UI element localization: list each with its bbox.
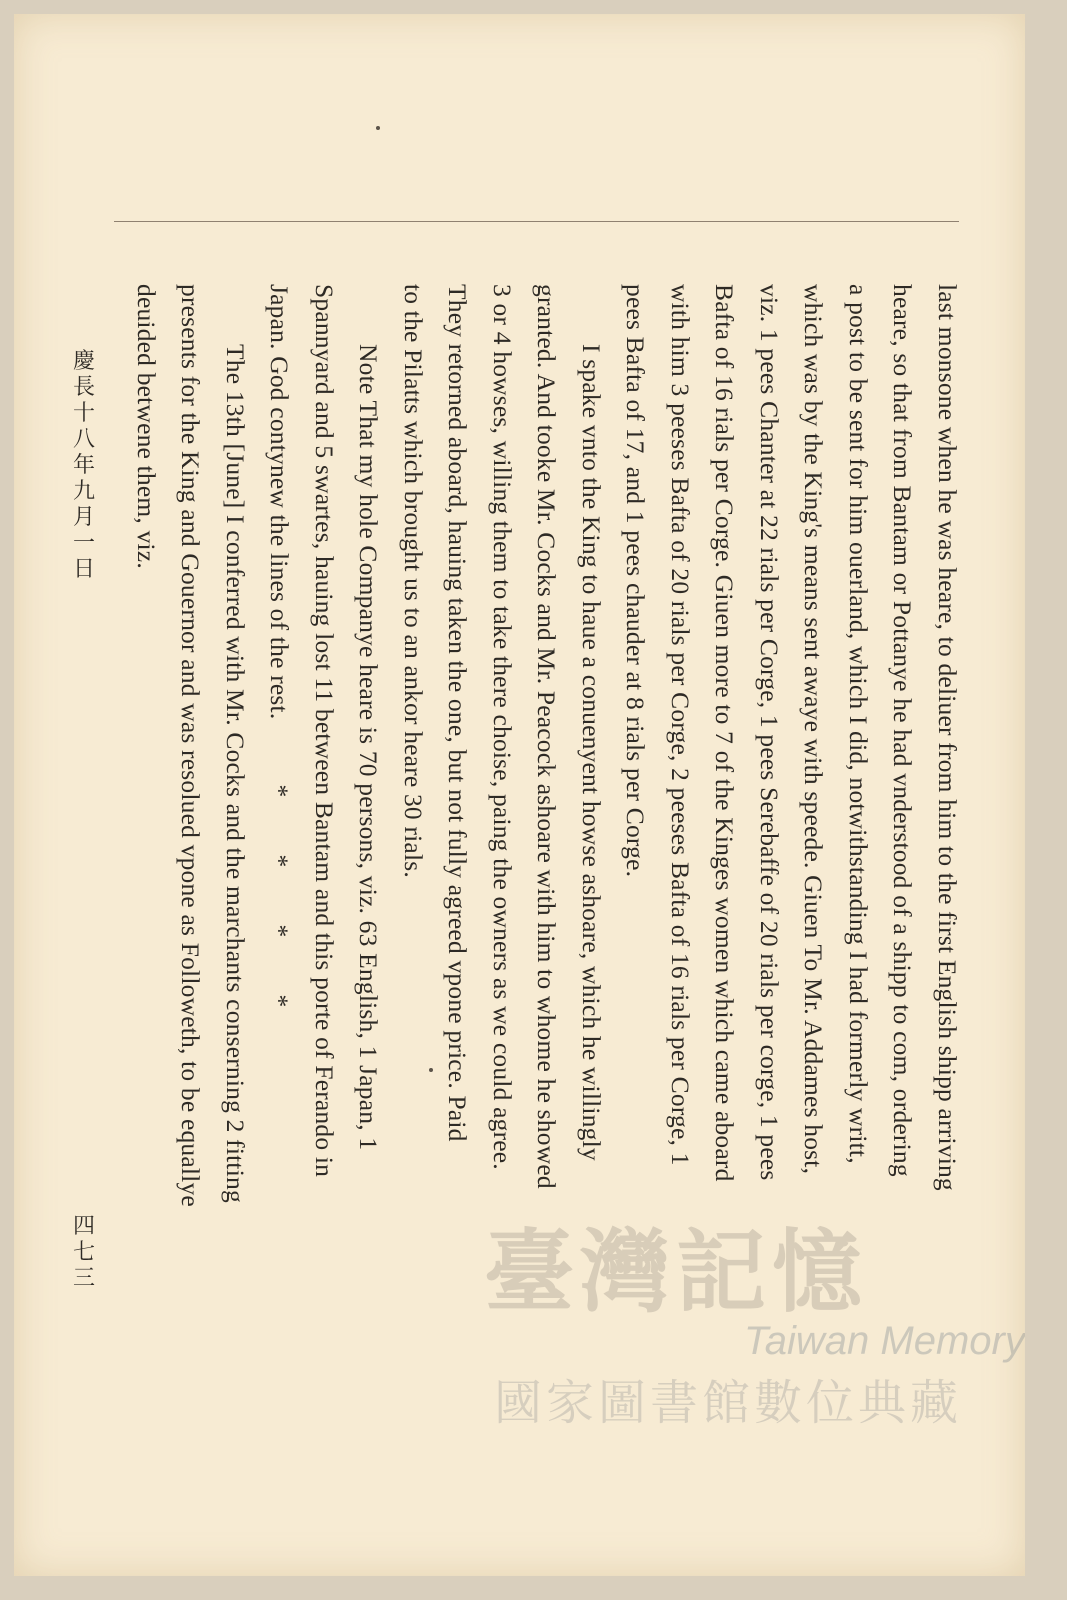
paragraph-1 bbox=[613, 284, 969, 1484]
margin-char: 月 bbox=[72, 505, 95, 530]
margin-char: 三 bbox=[72, 1266, 95, 1291]
text-line: Japan. God contynew the lines of the rest. bbox=[265, 284, 295, 720]
watermark-english: Taiwan Memory bbox=[744, 1319, 1025, 1363]
paragraph-2 bbox=[391, 284, 614, 1484]
watermark-title: 臺灣記憶 bbox=[484, 1220, 868, 1325]
text-line: a post to be sent for him ouerland, which I did, notwithstanding I had formerly writt, bbox=[844, 284, 873, 1164]
margin-char: 七 bbox=[72, 1240, 95, 1265]
text-line: heare, so that from Bantam or Pottanye he had vnderstood of a shipp to com, ordering bbox=[888, 284, 918, 1177]
date-label bbox=[72, 349, 96, 583]
print-speck bbox=[376, 126, 380, 130]
text-line: Spannyard and 5 swartes, hauing lost 11 between Bantam and this porte of Ferando in bbox=[310, 284, 339, 1178]
text-line: with him 3 peeses Bafta of 20 rials per Corge, 2 peeses Bafta of 16 rials per Corge, 1 bbox=[666, 284, 695, 1166]
margin-char: 年 bbox=[72, 453, 95, 478]
text-line: pees Bafta of 17, and 1 pees chauder at 8 rials per Corge. bbox=[621, 284, 651, 878]
text-line: 3 or 4 howses, willing them to take there choise, paing the owners as we could agree. bbox=[488, 284, 517, 1170]
asterisk: * bbox=[265, 784, 295, 798]
text-line: last monsone when he was heare, to deliuer from him to the first English shipp arriving bbox=[933, 284, 962, 1191]
text-line: granted. And tooke Mr. Cocks and Mr. Peacock ashoare with him to whome he showed bbox=[532, 284, 562, 1189]
paragraph-4 bbox=[124, 284, 258, 1484]
text-line: presents for the King and Gouernor and was resolued vpone as Followeth, to be equallye bbox=[176, 284, 206, 1207]
asterisk: * bbox=[265, 924, 295, 938]
margin-char: 九 bbox=[72, 479, 95, 504]
asterisk: * bbox=[265, 994, 295, 1008]
text-line: Note That my hole Companye heare is 70 persons, viz. 63 English, 1 Japan, 1 bbox=[354, 344, 384, 1151]
text-line: viz. 1 pees Chanter at 22 rials per Corge, 1 pees Serebaffe of 20 rials per corge, 1 pees bbox=[755, 284, 784, 1181]
text-line-with-ellipsis bbox=[257, 284, 302, 1484]
text-line: deuided betwene them, viz. bbox=[132, 284, 161, 569]
margin-char: 一 bbox=[72, 531, 95, 556]
margin-char: 八 bbox=[72, 427, 95, 452]
paragraph-3 bbox=[257, 284, 391, 1484]
header-rule bbox=[114, 221, 959, 222]
margin-char: 十 bbox=[72, 401, 95, 426]
text-line: The 13th [June] I conferred with Mr. Cocks and the marchants conserning 2 fitting bbox=[221, 344, 250, 1203]
ellipsis-asterisks bbox=[257, 756, 302, 1036]
text-line: Bafta of 16 rials per Corge. Giuen more to 7 of the Kinges women which came aboard bbox=[710, 284, 740, 1182]
margin-char: 日 bbox=[72, 557, 95, 582]
margin-char: 四 bbox=[72, 1214, 95, 1239]
asterisk: * bbox=[265, 854, 295, 868]
scanned-page bbox=[14, 14, 1025, 1576]
text-line: which was by the King's means sent awaye with speede. Giuen To Mr. Addames host, bbox=[799, 284, 829, 1175]
text-line: I spake vnto the King to haue a conuenyent howse ashoare, which he willingly bbox=[577, 344, 606, 1161]
margin-char: 慶 bbox=[72, 349, 95, 374]
text-line: to the Pilatts which brought us to an ankor heare 30 rials. bbox=[399, 284, 428, 878]
text-line: They retorned aboard, hauing taken the one, but not fully agreed vpone price. Paid bbox=[443, 284, 473, 1142]
margin-char: 長 bbox=[72, 375, 95, 400]
body-text bbox=[119, 284, 969, 1484]
watermark-subtitle: 國家圖書館數位典藏 bbox=[494, 1375, 963, 1431]
page-number bbox=[72, 1214, 96, 1292]
